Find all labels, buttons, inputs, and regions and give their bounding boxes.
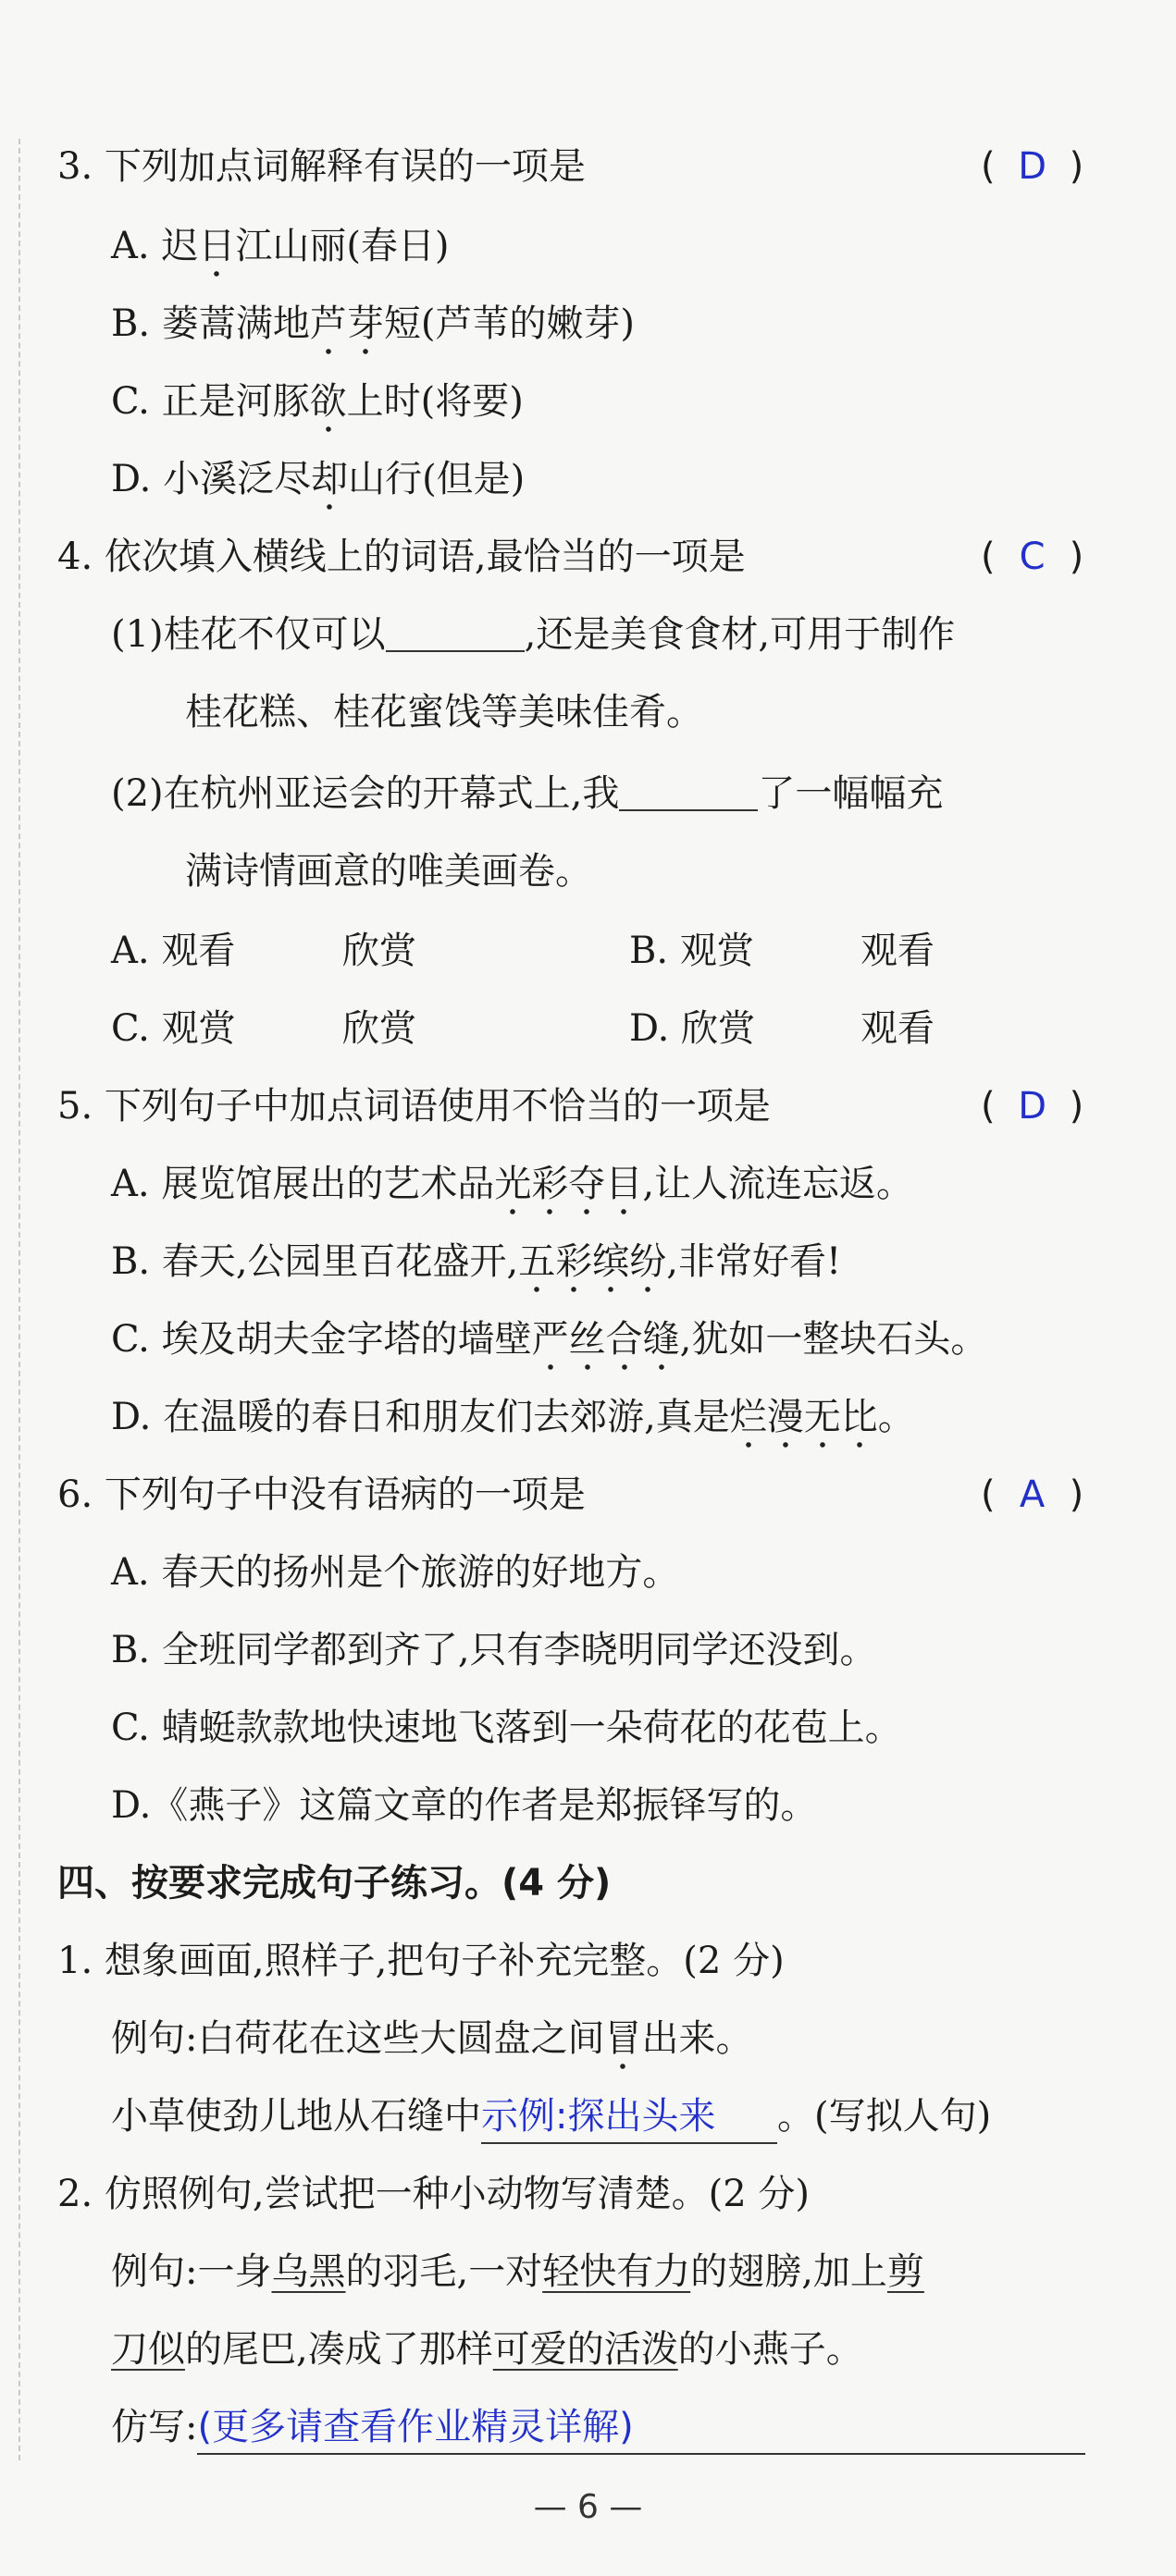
q3-option-c: C. 正是河豚欲上时(将要) [111, 376, 524, 427]
section-4-heading: 四、按要求完成句子练习。(4 分) [57, 1862, 612, 1904]
sec4-p1-example: 例句:白荷花在这些大圆盘之间冒出来。 [111, 2013, 752, 2064]
q3-option-d: D. 小溪泛尽却山行(但是) [111, 453, 525, 505]
q5-stem: 5. 下列句子中加点词语使用不恰当的一项是 [57, 1085, 771, 1128]
q6-option-b: B. 全班同学都到齐了,只有李晓明同学还没到。 [111, 1629, 877, 1671]
q3-option-a: A. 迟日江山丽(春日) [111, 220, 450, 272]
q6-answer: ( A ) [981, 1469, 1083, 1521]
q4-option-d-2: 观看 [860, 1007, 935, 1050]
q3-option-b: B. 蒌蒿满地芦芽短(芦苇的嫩芽) [111, 298, 635, 350]
sec4-p2-stem: 2. 仿照例句,尝试把一种小动物写清楚。(2 分) [57, 2173, 810, 2215]
sec4-p1-answer[interactable]: 示例:探出头来 [481, 2090, 777, 2144]
sec4-p2-example-line-1: 例句:一身乌黑的羽毛,一对轻快有力的翅膀,加上剪 [111, 2250, 924, 2293]
q4-sentence-2-cont: 满诗情画意的唯美画卷。 [185, 850, 592, 893]
page-number: — 6 — [533, 2488, 643, 2526]
q6-answer-letter: A [1019, 1473, 1046, 1516]
q4-answer: ( C ) [981, 531, 1083, 583]
q4-blank-1[interactable] [386, 613, 525, 652]
q4-stem: 4. 依次填入横线上的词语,最恰当的一项是 [57, 536, 746, 578]
q4-sentence-1-cont: 桂花糕、桂花蜜饯等美味佳肴。 [185, 691, 703, 733]
q6-option-a: A. 春天的扬州是个旅游的好地方。 [111, 1551, 680, 1594]
q4-blank-2[interactable] [619, 772, 758, 811]
q4-option-b: B. 观赏 [629, 930, 754, 972]
sec4-p2-example-line-2: 刀似的尾巴,凑成了那样可爱的活泼的小燕子。 [111, 2328, 863, 2371]
q4-option-c-2: 欣赏 [342, 1007, 416, 1050]
binding-margin-line [19, 139, 20, 2460]
q3-answer: ( D ) [981, 141, 1083, 192]
q4-option-c: C. 观赏 [111, 1007, 236, 1050]
q5-option-a: A. 展览馆展出的艺术品光彩夺目,让人流连忘返。 [111, 1158, 913, 1210]
sec4-p1-fill: 小草使劲儿地从石缝中示例:探出头来 。(写拟人句) [111, 2090, 991, 2144]
sec4-p1-stem: 1. 想象画面,照样子,把句子补充完整。(2 分) [57, 1940, 785, 1982]
q4-option-a-2: 欣赏 [342, 930, 416, 972]
q4-option-d: D. 欣赏 [629, 1007, 756, 1050]
q3-stem: 3. 下列加点词解释有误的一项是 [57, 145, 586, 188]
q5-answer-letter: D [1018, 1085, 1047, 1128]
sec4-p2-write: 仿写:(更多请查看作业精灵详解) [111, 2401, 1085, 2455]
q5-answer: ( D ) [981, 1080, 1083, 1132]
q5-option-b: B. 春天,公园里百花盛开,五彩缤纷,非常好看! [111, 1236, 841, 1288]
q6-option-d: D.《燕子》这篇文章的作者是郑振铎写的。 [111, 1784, 818, 1827]
q4-option-b-2: 观看 [860, 930, 935, 972]
sec4-p2-answer[interactable]: (更多请查看作业精灵详解) [197, 2401, 1085, 2455]
q3-answer-letter: D [1018, 145, 1047, 188]
q4-sentence-2: (2)在杭州亚运会的开幕式上,我 了一幅幅充 [111, 772, 944, 815]
q4-answer-letter: C [1019, 536, 1046, 578]
q6-stem: 6. 下列句子中没有语病的一项是 [57, 1473, 586, 1516]
q6-option-c: C. 蜻蜓款款地快速地飞落到一朵荷花的花苞上。 [111, 1707, 902, 1749]
q5-option-d: D. 在温暖的春日和朋友们去郊游,真是烂漫无比。 [111, 1391, 915, 1443]
q5-option-c: C. 埃及胡夫金字塔的墙壁严丝合缝,犹如一整块石头。 [111, 1313, 987, 1365]
q4-sentence-1: (1)桂花不仅可以 ,还是美食食材,可用于制作 [111, 613, 956, 656]
q4-option-a: A. 观看 [111, 930, 236, 972]
